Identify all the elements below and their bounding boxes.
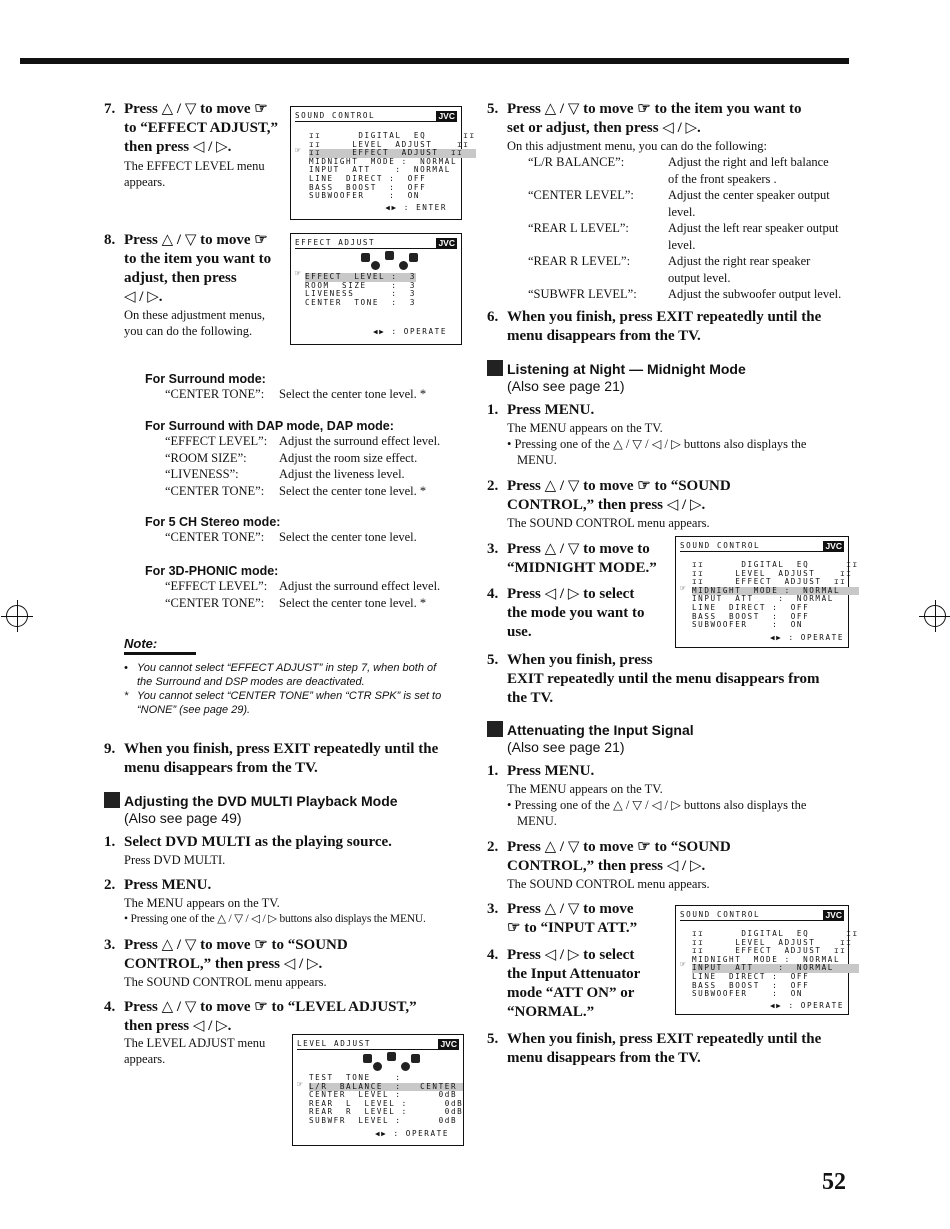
step-line: CONTROL,” then press ◁ / ▷. xyxy=(124,956,323,972)
mode-title: For Surround with DAP mode, DAP mode: xyxy=(145,419,394,433)
step-line: the TV. xyxy=(507,690,554,706)
step-line: the mode you want to xyxy=(507,605,645,621)
mode-title: For Surround mode: xyxy=(145,372,266,386)
step-number: 1. xyxy=(104,834,116,850)
desc-line: The MENU appears on the TV. xyxy=(507,782,663,796)
step-line: ◁ / ▷. xyxy=(124,289,163,305)
screen-item: REAR R LEVEL : 0dB xyxy=(309,1107,464,1117)
step-line: Press △ / ▽ to move ☞ to the item you want to xyxy=(507,101,802,117)
night-step-4 xyxy=(487,585,677,642)
dvd-step-4-desc xyxy=(124,1035,284,1067)
note-line: “NONE” (see page 29). xyxy=(137,704,251,716)
mode-row xyxy=(165,386,465,403)
jvc-logo: JVC xyxy=(438,111,455,121)
step-line: Select DVD MULTI as the playing source. xyxy=(124,834,392,850)
row-value: Select the center tone level. xyxy=(279,530,417,544)
speaker-icon xyxy=(371,261,380,270)
top-rule xyxy=(20,58,849,64)
speaker-icon xyxy=(387,1052,396,1061)
row-value: output level. xyxy=(668,270,731,285)
hand-pointer-icon: ☞ xyxy=(295,146,301,156)
screen-item: ɪɪ DIGITAL EQ ɪɪ xyxy=(309,131,476,140)
step-line: Press ◁ / ▷ to select xyxy=(507,947,635,963)
step-line: Press △ / ▽ to move to xyxy=(507,541,650,557)
mode-row xyxy=(165,433,465,450)
step-line: menu disappears from the TV. xyxy=(124,760,318,776)
row-key: “CENTER TONE”: xyxy=(165,595,265,610)
screen-title: SOUND CONTROL xyxy=(680,541,761,550)
row-value: level. xyxy=(668,237,696,252)
screen-header xyxy=(295,112,457,122)
row-key: “CENTER LEVEL”: xyxy=(528,188,634,202)
level-adjust-screen xyxy=(292,1034,464,1146)
desc-line: The LEVEL ADJUST menu xyxy=(124,1036,266,1050)
mode-group xyxy=(145,372,445,403)
att-step-5 xyxy=(487,1030,852,1068)
screen-item: TEST TONE : xyxy=(309,1073,402,1082)
step-line: CONTROL,” then press ◁ / ▷. xyxy=(507,858,706,874)
note-rule xyxy=(124,652,196,655)
note-line: You cannot select “CENTER TONE” when “CTR SPK” is set to xyxy=(137,690,442,702)
dvd-step-2 xyxy=(104,876,474,895)
step-line: ☞ to “INPUT ATT.” xyxy=(507,920,638,936)
mode-group xyxy=(145,515,445,546)
step-line: When you finish, press EXIT repeatedly until the xyxy=(124,741,439,757)
section-title: Adjusting the DVD MULTI Playback Mode xyxy=(124,793,398,809)
mode-title: For 3D-PHONIC mode: xyxy=(145,564,279,578)
speaker-icon xyxy=(401,1062,410,1071)
screen-item: ROOM SIZE : 3 xyxy=(305,280,417,290)
table-row xyxy=(528,286,853,303)
hand-pointer-icon: ☞ xyxy=(295,269,301,279)
step-number: 3. xyxy=(104,937,116,953)
table-row xyxy=(528,220,853,253)
screen-title: SOUND CONTROL xyxy=(680,910,761,919)
step-8-desc xyxy=(124,307,294,339)
night-step-1 xyxy=(487,401,852,420)
screen-item: ɪɪ LEVEL ADJUST ɪɪ xyxy=(692,568,853,578)
step-number: 2. xyxy=(487,839,499,855)
desc-line: you can do the following. xyxy=(124,324,253,338)
screen-item: ɪɪ EFFECT ADJUST ɪɪ xyxy=(692,946,847,956)
screen-item: ɪɪ LEVEL ADJUST ɪɪ xyxy=(309,139,470,149)
row-key: “CENTER TONE”: xyxy=(165,387,265,401)
row-key: “REAR R LEVEL”: xyxy=(528,254,631,268)
hand-pointer-icon: ☞ xyxy=(680,960,686,970)
speaker-icon xyxy=(409,253,418,262)
screen-item: BASS BOOST : OFF xyxy=(692,980,810,990)
screen-item-selected: MIDNIGHT MODE : NORMAL xyxy=(692,587,859,596)
step-number: 1. xyxy=(487,763,499,779)
att-step-1 xyxy=(487,762,852,781)
desc-line: • Pressing one of the △ / ▽ / ◁ / ▷ buttons also displays the xyxy=(507,798,807,812)
row-value: Adjust the subwoofer output level. xyxy=(668,287,842,301)
step-number: 2. xyxy=(487,478,499,494)
step-number: 4. xyxy=(487,947,499,963)
desc-line: The MENU appears on the TV. xyxy=(124,896,280,910)
level-step-6 xyxy=(487,308,852,346)
step-line: to the item you want to xyxy=(124,251,272,267)
screen-footer: ◀▶ : OPERATE xyxy=(372,327,447,337)
speaker-icon xyxy=(363,1054,372,1063)
row-value: Select the center tone level. * xyxy=(279,387,427,401)
dvd-step-1-desc xyxy=(124,852,225,868)
step-line: Press △ / ▽ to move ☞ xyxy=(124,232,268,248)
step-number: 4. xyxy=(104,999,116,1015)
screen-title: SOUND CONTROL xyxy=(295,111,376,120)
section-square-icon xyxy=(104,792,120,808)
step-line: Press △ / ▽ to move ☞ to “SOUND xyxy=(507,478,731,494)
speaker-icon xyxy=(385,251,394,260)
step-line: menu disappears from the TV. xyxy=(507,1050,701,1066)
page-number: 52 xyxy=(822,1169,846,1195)
screen-item: LIVENESS : 3 xyxy=(305,289,417,299)
row-value: level. xyxy=(668,204,696,219)
dvd-step-3-desc xyxy=(124,974,327,990)
step-number: 1. xyxy=(487,402,499,418)
screen-items xyxy=(692,561,859,630)
table-row xyxy=(528,253,853,286)
step-line: the Input Attenuator xyxy=(507,966,641,982)
step-line: set or adjust, then press ◁ / ▷. xyxy=(507,120,701,136)
row-key: “SUBWFR LEVEL”: xyxy=(528,287,637,301)
section-square-icon xyxy=(487,721,503,737)
screen-item-selected: ɪɪ EFFECT ADJUST ɪɪ xyxy=(309,149,476,158)
screen-item: ɪɪ LEVEL ADJUST ɪɪ xyxy=(692,937,853,947)
row-value: Adjust the left rear speaker output xyxy=(668,221,839,235)
mode-row xyxy=(165,466,465,483)
sound-control-screen-input-att xyxy=(675,905,859,1015)
note-item xyxy=(124,661,469,689)
jvc-logo: JVC xyxy=(438,238,455,248)
screen-item: MIDNIGHT MODE : NORMAL xyxy=(692,954,841,964)
note xyxy=(124,636,469,717)
step-line: Press MENU. xyxy=(507,763,595,779)
step-line: then press ◁ / ▷. xyxy=(124,139,232,155)
row-key: “EFFECT LEVEL”: xyxy=(165,579,268,593)
step-line: mode “ATT ON” or xyxy=(507,985,635,1001)
desc-line: The EFFECT LEVEL menu xyxy=(124,159,265,173)
night-step-2-desc xyxy=(507,515,710,531)
mode-group xyxy=(145,419,445,499)
row-key: “CENTER TONE”: xyxy=(165,530,265,544)
screen-footer: ◀▶ : OPERATE xyxy=(769,1001,844,1011)
row-value: Select the center tone level. * xyxy=(279,483,427,498)
screen-footer: ◀▶ : OPERATE xyxy=(769,633,844,643)
desc-line: • Pressing one of the △ / ▽ / ◁ / ▷ buttons also displays the MENU. xyxy=(124,913,426,925)
step-line: CONTROL,” then press ◁ / ▷. xyxy=(507,497,706,513)
step-line: menu disappears from the TV. xyxy=(507,328,701,344)
section-subtitle: (Also see page 21) xyxy=(507,378,625,394)
level-step-5 xyxy=(487,100,852,138)
row-key: “ROOM SIZE”: xyxy=(165,450,247,465)
row-key: “REAR L LEVEL”: xyxy=(528,221,629,235)
step-line: Press △ / ▽ to move ☞ xyxy=(124,101,268,117)
screen-header xyxy=(680,542,844,552)
step-number: 2. xyxy=(104,877,116,893)
screen-item: ɪɪ DIGITAL EQ ɪɪ xyxy=(692,560,859,569)
registration-mark-icon xyxy=(6,605,28,627)
hand-pointer-icon: ☞ xyxy=(680,584,686,594)
dvd-step-3 xyxy=(104,936,474,974)
dvd-step-2-desc xyxy=(124,895,474,927)
section-square-icon xyxy=(487,360,503,376)
desc-line: The SOUND CONTROL menu appears. xyxy=(124,975,327,989)
step-line: Press MENU. xyxy=(507,402,595,418)
att-step-2 xyxy=(487,838,852,876)
desc-line: The SOUND CONTROL menu appears. xyxy=(507,877,710,891)
row-value: Adjust the room size effect. xyxy=(279,450,418,465)
step-line: Press △ / ▽ to move xyxy=(507,901,634,917)
mode-row xyxy=(165,450,465,467)
screen-item: BASS BOOST : OFF xyxy=(692,611,810,621)
table-row xyxy=(528,187,853,220)
desc-line: The SOUND CONTROL menu appears. xyxy=(507,516,710,530)
asterisk: * xyxy=(124,690,129,702)
section-subtitle: (Also see page 21) xyxy=(507,739,625,755)
mode-row xyxy=(165,578,465,595)
screen-item: INPUT ATT : NORMAL xyxy=(692,594,834,604)
att-step-3 xyxy=(487,900,677,938)
screen-items xyxy=(309,132,476,201)
step-number: 9. xyxy=(104,741,116,757)
screen-items xyxy=(309,1074,463,1126)
bullet: • xyxy=(124,662,128,674)
att-step-1-desc xyxy=(507,781,852,829)
step-7-desc xyxy=(124,158,294,190)
row-value: of the front speakers . xyxy=(668,171,777,186)
screen-item: REAR L LEVEL : 0dB xyxy=(309,1098,464,1108)
row-value: Adjust the liveness level. xyxy=(279,467,405,481)
step-number: 8. xyxy=(104,232,116,248)
mode-row xyxy=(165,595,465,612)
midnight-section-header xyxy=(487,360,852,394)
step-line: “MIDNIGHT MODE.” xyxy=(507,560,657,576)
level-adjust-table xyxy=(528,154,853,303)
row-value: Adjust the right and left balance xyxy=(668,155,829,169)
row-value: Adjust the center speaker output xyxy=(668,188,830,202)
screen-item: SUBWOOFER : ON xyxy=(692,620,804,630)
step-line: then press ◁ / ▷. xyxy=(124,1018,232,1034)
row-value: Select the center tone level. * xyxy=(279,595,427,610)
mode-row xyxy=(165,529,465,546)
step-line: EXIT repeatedly until the menu disappears from xyxy=(507,671,820,687)
step-line: adjust, then press xyxy=(124,270,237,286)
sound-control-screen xyxy=(290,106,476,220)
mode-group xyxy=(145,564,445,611)
row-value: Adjust the surround effect level. xyxy=(279,579,441,593)
screen-item: BASS BOOST : OFF xyxy=(309,182,427,192)
row-key: “LIVENESS”: xyxy=(165,467,239,481)
registration-mark-icon xyxy=(924,605,946,627)
screen-item: LINE DIRECT : OFF xyxy=(309,173,427,183)
step-line: Press MENU. xyxy=(124,877,212,893)
screen-footer: ◀▶ : ENTER xyxy=(385,203,447,213)
night-step-1-desc xyxy=(507,420,852,468)
note-item xyxy=(124,689,469,717)
step-line: When you finish, press xyxy=(507,652,653,668)
step-9 xyxy=(104,740,474,778)
desc-line: On this adjustment menu, you can do the following: xyxy=(507,139,768,153)
mode-title: For 5 CH Stereo mode: xyxy=(145,515,281,529)
effect-adjust-screen xyxy=(290,233,462,345)
screen-item: CENTER TONE : 3 xyxy=(305,297,417,307)
screen-header xyxy=(295,239,457,249)
step-7 xyxy=(104,100,294,157)
screen-item-selected: EFFECT LEVEL : 3 xyxy=(305,272,417,281)
row-value: Adjust the surround effect level. xyxy=(279,434,441,448)
screen-item: ɪɪ DIGITAL EQ ɪɪ xyxy=(692,929,859,938)
step-line: to “EFFECT ADJUST,” xyxy=(124,120,279,136)
screen-item: SUBWOOFER : ON xyxy=(692,989,804,999)
row-key: “CENTER TONE”: xyxy=(165,483,265,498)
night-step-3 xyxy=(487,540,677,578)
hand-pointer-icon: ☞ xyxy=(297,1080,303,1090)
screen-item: SUBWFR LEVEL : 0dB xyxy=(309,1115,458,1125)
desc-line: appears. xyxy=(124,1052,166,1066)
desc-line: Press DVD MULTI. xyxy=(124,853,226,867)
screen-item-selected: INPUT ATT : NORMAL xyxy=(692,964,859,973)
step-line: Press △ / ▽ to move ☞ to “SOUND xyxy=(124,937,348,953)
speaker-icon xyxy=(411,1054,420,1063)
step-line: use. xyxy=(507,624,532,640)
screen-header xyxy=(297,1040,459,1050)
level-step-5-desc xyxy=(507,138,852,154)
desc-line: • Pressing one of the △ / ▽ / ◁ / ▷ buttons also displays the xyxy=(507,437,807,451)
screen-item: LINE DIRECT : OFF xyxy=(692,971,810,981)
screen-item: MIDNIGHT MODE : NORMAL xyxy=(309,156,458,166)
section-title: Attenuating the Input Signal xyxy=(507,722,694,738)
screen-item: INPUT ATT : NORMAL xyxy=(309,165,451,175)
dvd-step-1 xyxy=(104,833,474,852)
step-number: 4. xyxy=(487,586,499,602)
desc-line: MENU. xyxy=(517,453,557,467)
screen-items xyxy=(692,930,859,999)
step-number: 7. xyxy=(104,101,116,117)
section-title: Listening at Night — Midnight Mode xyxy=(507,361,746,377)
step-number: 6. xyxy=(487,309,499,325)
screen-footer: ◀▶ : OPERATE xyxy=(374,1129,449,1139)
sound-control-screen-midnight xyxy=(675,536,859,648)
desc-line: MENU. xyxy=(517,814,557,828)
desc-line: The MENU appears on the TV. xyxy=(507,421,663,435)
screen-title: LEVEL ADJUST xyxy=(297,1039,372,1048)
desc-line: appears. xyxy=(124,175,166,189)
att-step-4 xyxy=(487,946,677,1022)
step-number: 3. xyxy=(487,541,499,557)
row-key: “L/R BALANCE”: xyxy=(528,155,625,169)
step-line: When you finish, press EXIT repeatedly until the xyxy=(507,1031,822,1047)
step-line: “NORMAL.” xyxy=(507,1004,595,1020)
screen-item: SUBWOOFER : ON xyxy=(309,191,421,201)
step-line: Press △ / ▽ to move ☞ to “LEVEL ADJUST,” xyxy=(124,999,417,1015)
table-row xyxy=(528,154,853,187)
speaker-icon xyxy=(361,253,370,262)
step-number: 3. xyxy=(487,901,499,917)
attenuate-section-header xyxy=(487,721,852,755)
step-number: 5. xyxy=(487,652,499,668)
night-step-5 xyxy=(487,651,852,708)
step-number: 5. xyxy=(487,1031,499,1047)
screen-item-selected: L/R BALANCE : CENTER xyxy=(309,1083,463,1092)
step-number: 5. xyxy=(487,101,499,117)
desc-line: On these adjustment menus, xyxy=(124,308,265,322)
step-line: Press ◁ / ▷ to select xyxy=(507,586,635,602)
jvc-logo: JVC xyxy=(825,541,842,551)
screen-title: EFFECT ADJUST xyxy=(295,238,376,247)
speaker-icon xyxy=(399,261,408,270)
screen-header xyxy=(680,911,844,921)
step-line: Press △ / ▽ to move ☞ to “SOUND xyxy=(507,839,731,855)
speaker-icon xyxy=(373,1062,382,1071)
dvd-step-4 xyxy=(104,998,474,1036)
note-line: You cannot select “EFFECT ADJUST” in step 7, when both of xyxy=(137,662,437,674)
row-value: Adjust the right rear speaker xyxy=(668,254,811,268)
att-step-2-desc xyxy=(507,876,710,892)
step-line: When you finish, press EXIT repeatedly until the xyxy=(507,309,822,325)
jvc-logo: JVC xyxy=(440,1039,457,1049)
step-8 xyxy=(104,231,294,307)
row-key: “EFFECT LEVEL”: xyxy=(165,434,268,448)
jvc-logo: JVC xyxy=(825,910,842,920)
screen-item: ɪɪ EFFECT ADJUST ɪɪ xyxy=(692,577,847,587)
dvd-section-header xyxy=(104,792,474,826)
screen-item: CENTER LEVEL : 0dB xyxy=(309,1090,458,1100)
note-line: the Surround and DSP modes are deactivated. xyxy=(137,676,365,688)
night-step-2 xyxy=(487,477,852,515)
mode-row xyxy=(165,483,465,500)
screen-items xyxy=(305,273,416,307)
section-subtitle: (Also see page 49) xyxy=(124,810,242,826)
note-title: Note: xyxy=(124,636,158,651)
screen-item: LINE DIRECT : OFF xyxy=(692,602,810,612)
